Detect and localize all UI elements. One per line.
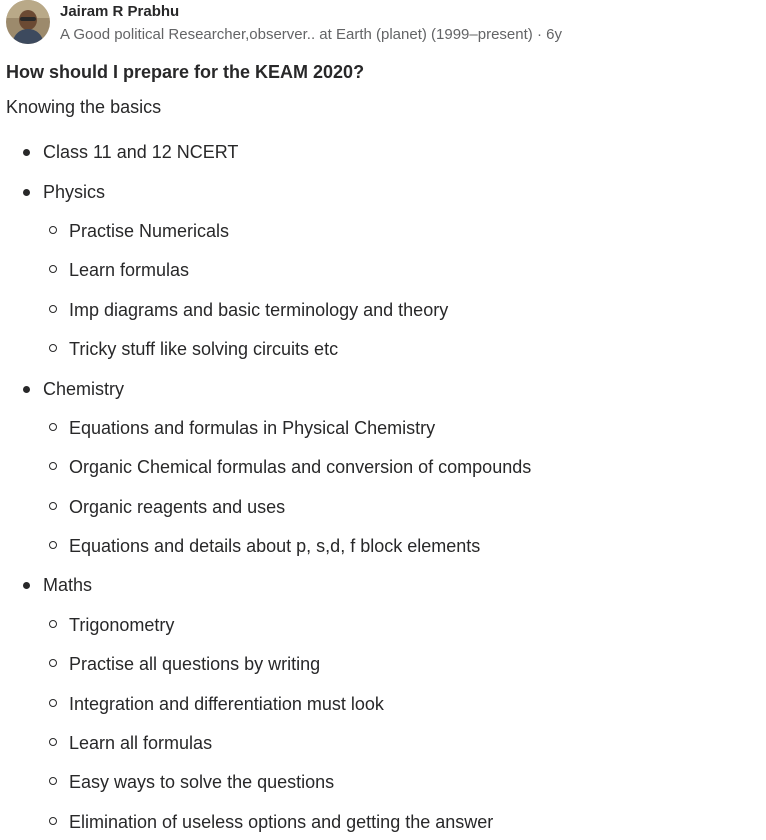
bullet-circle-icon (49, 423, 57, 431)
answer-intro: Knowing the basics (6, 97, 162, 117)
sub-list-item-label: Organic reagents and uses (69, 497, 286, 517)
bullet-circle-icon (49, 699, 57, 707)
author-credential-line (60, 25, 562, 45)
bullet-circle-icon (49, 817, 57, 825)
sub-list-item-label: Tricky stuff like solving circuits etc (69, 339, 339, 359)
bullet-disc-icon (23, 582, 30, 589)
bullet-disc-icon (23, 149, 30, 156)
sub-list-item-label: Elimination of useless options and getting the answer (69, 812, 494, 832)
answer-header (6, 0, 562, 46)
bullet-disc-icon (23, 386, 30, 393)
sub-list-item-label: Learn formulas (69, 260, 190, 280)
bullet-circle-icon (49, 265, 57, 273)
bullet-circle-icon (49, 344, 57, 352)
bullet-circle-icon (49, 541, 57, 549)
sub-list-item-label: Practise all questions by writing (69, 654, 321, 674)
author-credential[interactable]: A Good political Researcher,observer.. at Earth (planet) (1999–present) (60, 26, 533, 43)
sub-list-item-label: Easy ways to solve the questions (69, 772, 335, 792)
sub-list-item-label: Practise Numericals (69, 221, 230, 241)
bullet-circle-icon (49, 462, 57, 470)
sub-list-item-label: Trigonometry (69, 615, 175, 635)
bullet-circle-icon (49, 659, 57, 667)
question-title[interactable]: How should I prepare for the KEAM 2020? (6, 62, 365, 82)
bullet-circle-icon (49, 502, 57, 510)
list-item-label: Chemistry (43, 379, 125, 399)
bullet-disc-icon (23, 189, 30, 196)
sub-list-item-label: Equations and details about p, s,d, f block elements (69, 536, 481, 556)
sub-list-item-label: Organic Chemical formulas and conversion of compounds (69, 457, 532, 477)
bullet-circle-icon (49, 226, 57, 234)
sub-list-item-label: Equations and formulas in Physical Chemistry (69, 418, 436, 438)
answer-age[interactable]: 6y (546, 26, 562, 43)
bullet-circle-icon (49, 777, 57, 785)
separator-dot: · (536, 26, 542, 43)
author-name[interactable]: Jairam R Prabhu (60, 3, 180, 20)
sub-list-item-label: Integration and differentiation must look (69, 694, 384, 714)
list-item-label: Maths (43, 575, 93, 595)
profile-photo-icon (6, 0, 50, 44)
avatar[interactable] (6, 0, 50, 44)
bullet-circle-icon (49, 738, 57, 746)
sub-list-item-label: Learn all formulas (69, 733, 213, 753)
list-item-label: Physics (43, 182, 106, 202)
sub-list-item-label: Imp diagrams and basic terminology and theory (69, 300, 449, 320)
bullet-circle-icon (49, 620, 57, 628)
bullet-circle-icon (49, 305, 57, 313)
list-item-label: Class 11 and 12 NCERT (43, 142, 239, 162)
